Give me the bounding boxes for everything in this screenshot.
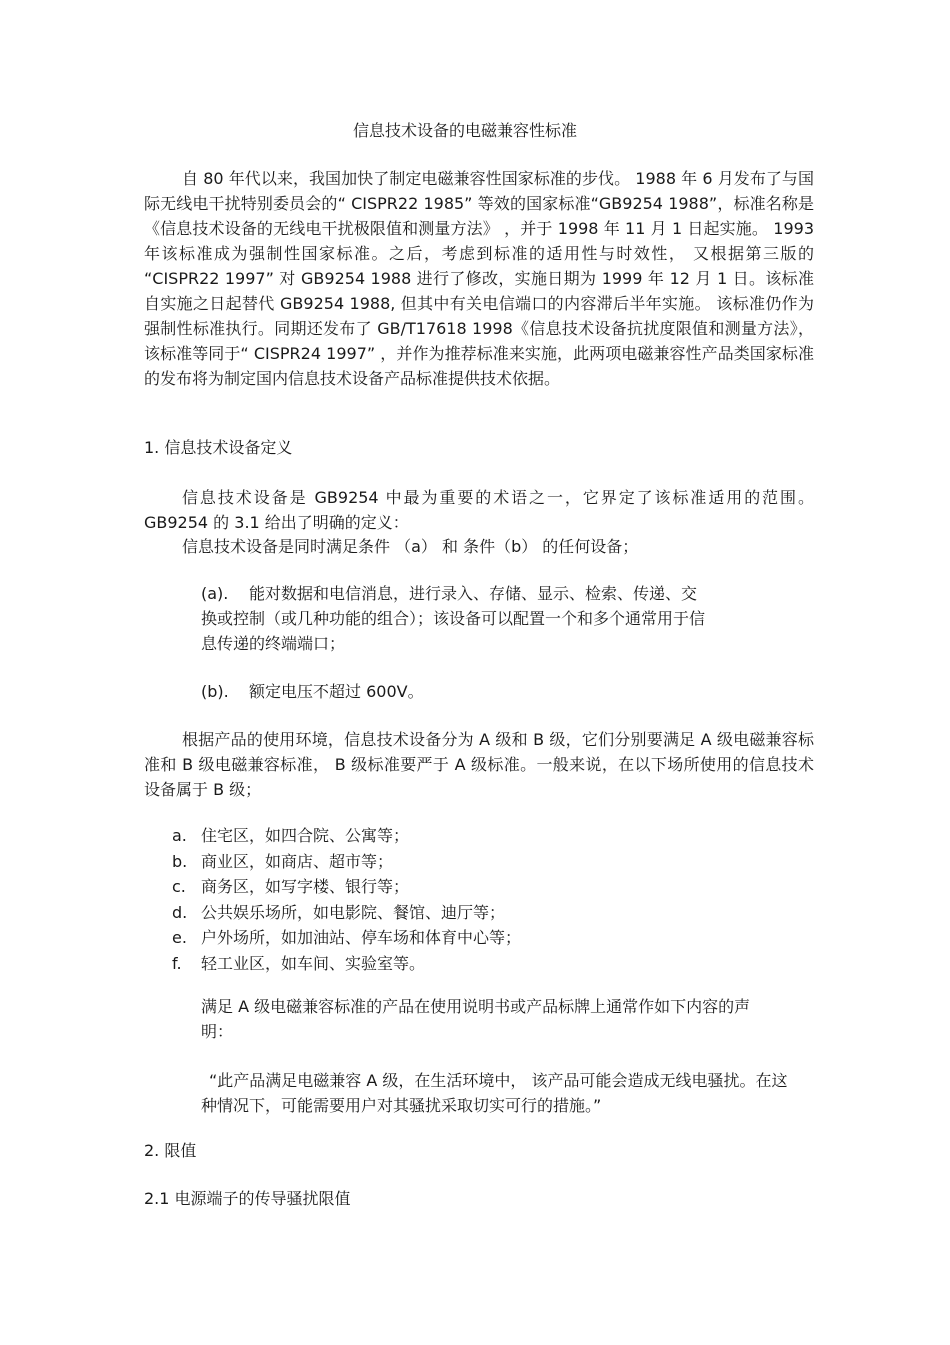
list-item-text: 户外场所，如加油站、停车场和体育中心等； bbox=[201, 928, 522, 947]
list-marker: b. bbox=[172, 851, 188, 871]
list-item bbox=[172, 951, 521, 977]
condition-a-text: 能对数据和电信消息，进行录入、存储、显示、检索、传递、交换或控制（或几种功能的组合）；该设备可以配置一个和多个通常用于信息传递的终端端口； bbox=[201, 584, 706, 653]
condition-b-text: 额定电压不超过 600V。 bbox=[249, 682, 424, 701]
list-item bbox=[172, 823, 521, 849]
list-item bbox=[172, 925, 521, 951]
statement-quote: “此产品满足电磁兼容 A 级，在生活环境中， 该产品可能会造成无线电骚扰。在这种情况下，可能需要用户对其骚扰采取切实可行的措施。” bbox=[201, 1071, 788, 1115]
list-item bbox=[172, 849, 521, 875]
list-item-text: 轻工业区，如车间、实验室等。 bbox=[201, 953, 426, 973]
statement-intro: 满足 A 级电磁兼容标准的产品在使用说明书或产品标牌上通常作如下内容的声明： bbox=[201, 997, 751, 1041]
list-item-text: 商务区，如写字楼、银行等； bbox=[201, 877, 410, 896]
condition-a-label: (a). bbox=[201, 584, 229, 603]
section-2-heading: 2. 限值 bbox=[144, 1141, 197, 1160]
list-marker: a. bbox=[172, 826, 187, 845]
class-b-location-list bbox=[172, 823, 521, 976]
list-item bbox=[172, 874, 521, 900]
list-marker: d. bbox=[172, 902, 188, 922]
classification-paragraph: 根据产品的使用环境，信息技术设备分为 A 级和 B 级，它们分别要满足 A 级电磁兼容标准和 B 级电磁兼容标准， B 级标准要严于 A 级标准。一般来说，在以下场所使用的信息技术设备属于 B 级； bbox=[144, 730, 814, 799]
list-item-text: 商业区，如商店、超市等； bbox=[201, 851, 394, 871]
list-marker: e. bbox=[172, 928, 187, 947]
section-1-heading: 1. 信息技术设备定义 bbox=[144, 438, 293, 457]
list-item-text: 住宅区，如四合院、公寓等； bbox=[201, 826, 410, 845]
section-2-1-heading: 2.1 电源端子的传导骚扰限值 bbox=[144, 1189, 351, 1208]
list-item bbox=[172, 900, 521, 926]
definition-statement: 信息技术设备是同时满足条件 （a） 和 条件（b） 的任何设备； bbox=[182, 537, 639, 556]
intro-paragraph: 自 80 年代以来，我国加快了制定电磁兼容性国家标准的步伐。 1988 年 6 月发布了与国际无线电干扰特别委员会的“ CISPR22 1985” 等效的国家标准“GB9254 1988”，标准名称是《信息技术设备的无线电干扰极限值和测量方法》 ，并于 1998 年 11 月 1 日起实施。 1993 年该标准成为强制性国家标准。之后，考虑到标准的适用性与时效性， 又根据第三版的 “CISPR22 1997” 对 GB9254 1988 进行了修改，实施日期为 1999 年 12 月 1 日。该标准自实施之日起替代 GB9254 1988, 但其中有关电信端口的内容滞后半年实施。 该标准仍作为强制性标准执行。同期还发布了 GB/T17618 1998《信息技术设备抗扰度限值和测量方法》，该标准等同于“ CISPR24 1997” ，并作为推荐标准来实施，此两项电磁兼容性产品类国家标准的发布将为制定国内信息技术设备产品标准提供技术依据。 bbox=[144, 169, 814, 388]
condition-b-label: (b). bbox=[201, 682, 229, 701]
list-item-text: 公共娱乐场所，如电影院、餐馆、迪厅等； bbox=[201, 902, 506, 922]
list-marker: c. bbox=[172, 877, 186, 896]
definition-paragraph: 信息技术设备是 GB9254 中最为重要的术语之一，它界定了该标准适用的范围。GB9254 的 3.1 给出了明确的定义： bbox=[144, 488, 814, 532]
document-title: 信息技术设备的电磁兼容性标准 bbox=[352, 121, 577, 140]
list-marker: f. bbox=[172, 953, 182, 973]
